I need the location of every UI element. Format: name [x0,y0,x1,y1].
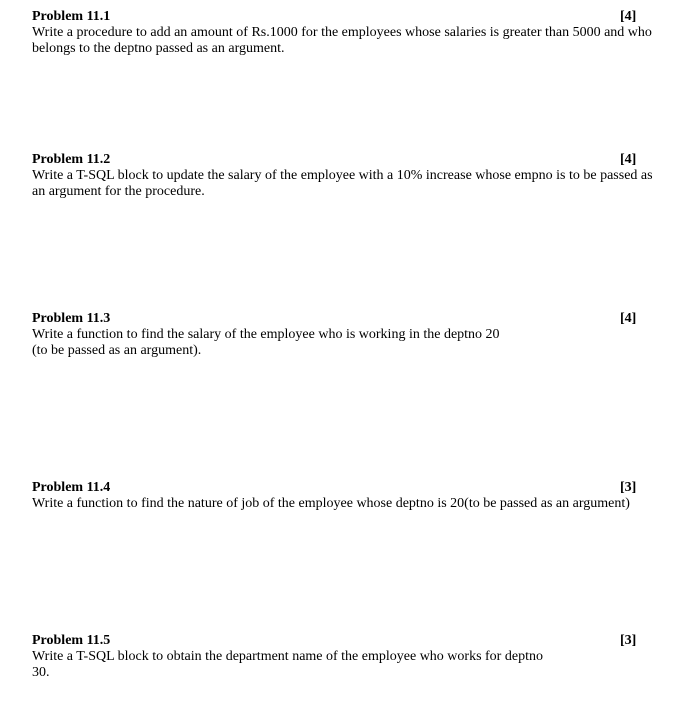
problem-heading [32,9,672,25]
problem-marks: [3] [620,480,637,495]
problem-heading [32,633,672,649]
problem-11-5 [32,633,672,681]
problem-marks: [3] [620,633,637,648]
problem-text: Write a function to find the salary of the employee who is working in the deptno 20 (to be passed as an argument). [32,327,500,358]
problem-text: Write a procedure to add an amount of Rs.1000 for the employees whose salaries is greater than 5000 and who belongs to the deptno passed as an argument. [32,25,652,56]
problem-11-4 [32,480,672,512]
problem-heading [32,152,672,168]
problem-11-2 [32,152,672,200]
problem-11-1 [32,9,672,57]
problem-title: Problem 11.3 [32,311,111,326]
problem-title: Problem 11.2 [32,152,111,167]
problem-11-3 [32,311,672,359]
problem-marks: [4] [620,311,637,326]
problem-marks: [4] [620,9,637,24]
problem-title: Problem 11.5 [32,633,111,648]
problem-text: Write a T-SQL block to update the salary of the employee with a 10% increase whose empno is to be passed as an argument for the procedure. [32,168,653,199]
problem-heading [32,311,672,327]
problem-text: Write a T-SQL block to obtain the department name of the employee who works for deptno 30. [32,649,543,680]
problem-title: Problem 11.1 [32,9,111,24]
problem-text: Write a function to find the nature of job of the employee whose deptno is 20(to be passed as an argument) [32,496,630,511]
problem-title: Problem 11.4 [32,480,111,495]
problem-marks: [4] [620,152,637,167]
problem-heading [32,480,672,496]
